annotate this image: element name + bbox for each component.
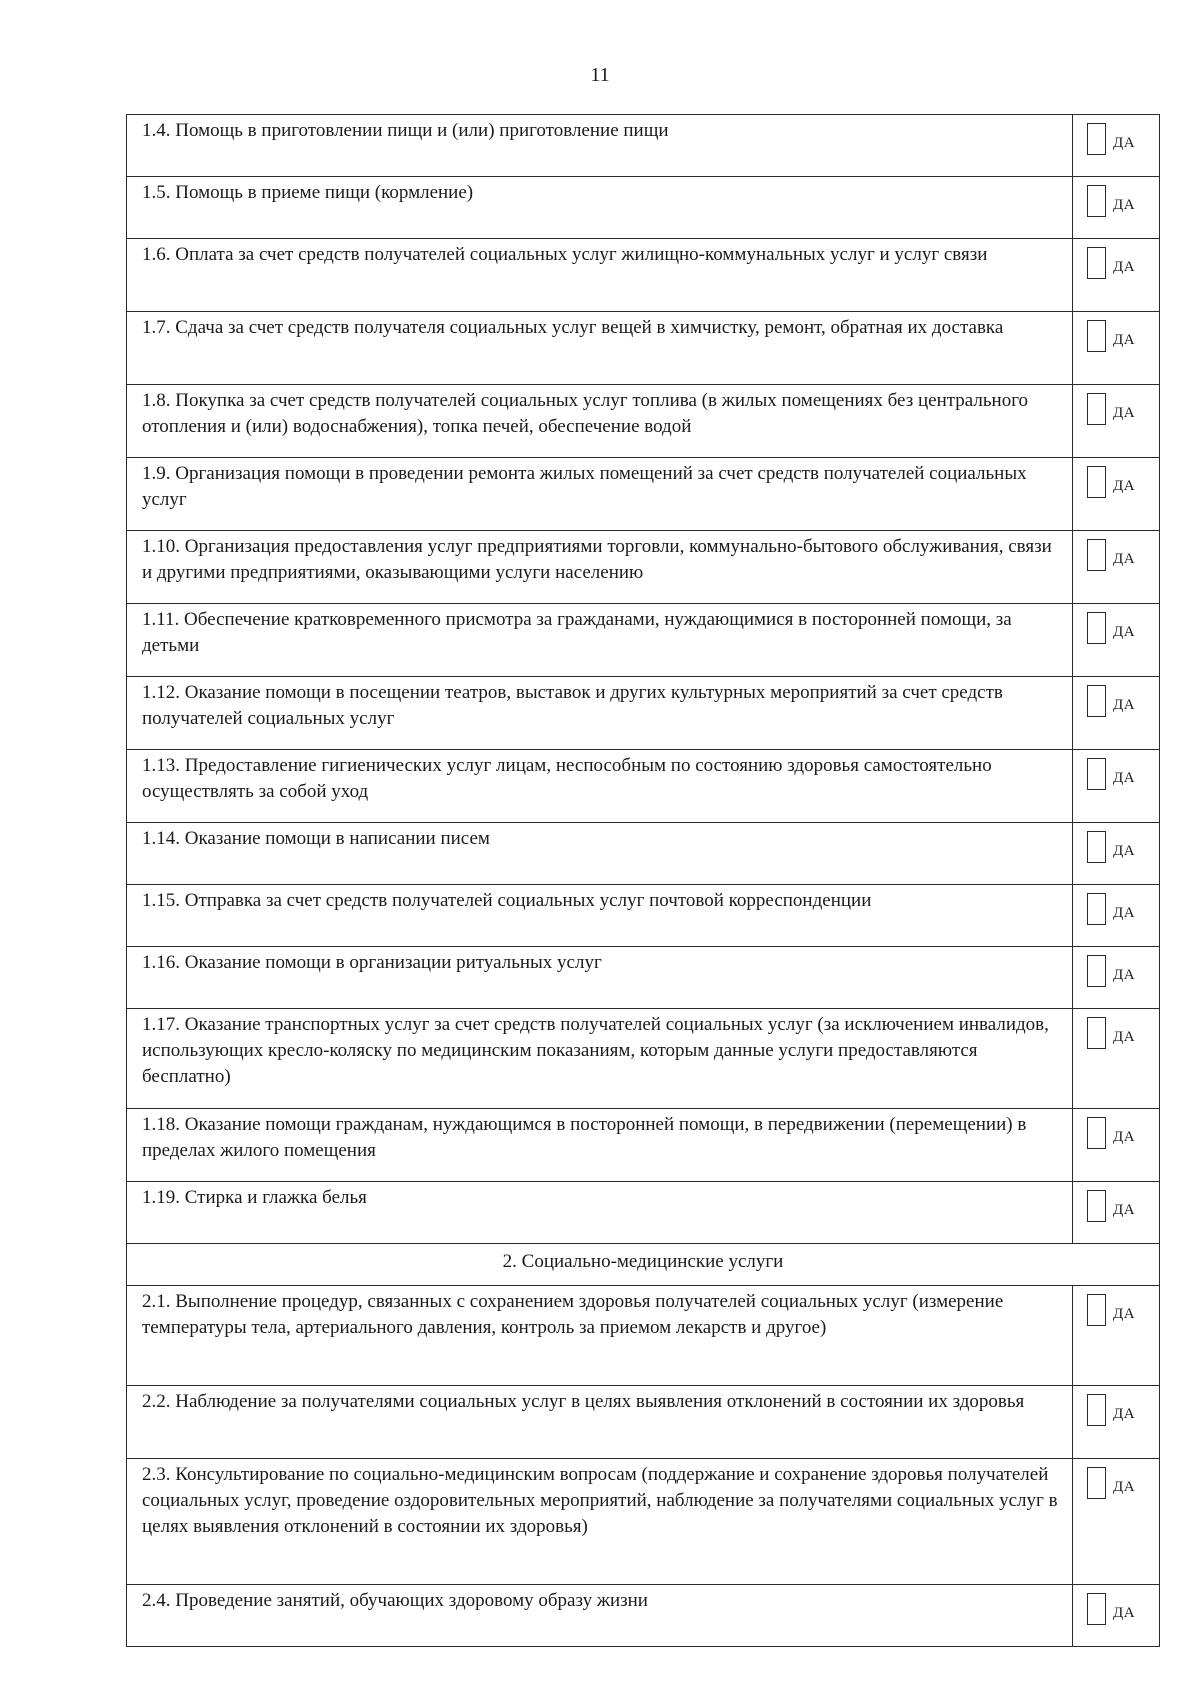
answer-cell (1073, 458, 1159, 530)
answer-cell (1073, 531, 1159, 603)
answer-cell (1073, 1585, 1159, 1646)
yes-label: ДА (1113, 259, 1136, 275)
service-description: 2.2. Наблюдение за получателями социальных услуг в целях выявления отклонений в состоянии их здоровья (127, 1386, 1073, 1458)
service-row (126, 312, 1160, 385)
service-row (126, 604, 1160, 677)
service-row (126, 677, 1160, 750)
answer-cell (1073, 177, 1159, 238)
service-row (126, 750, 1160, 823)
service-row (126, 385, 1160, 458)
answer-cell (1073, 823, 1159, 884)
yes-label: ДА (1113, 1202, 1136, 1218)
yes-checkbox[interactable] (1087, 320, 1106, 352)
answer-cell (1073, 1009, 1159, 1108)
yes-checkbox[interactable] (1087, 393, 1106, 425)
yes-checkbox[interactable] (1087, 1117, 1106, 1149)
yes-label: ДА (1113, 1129, 1136, 1145)
yes-checkbox[interactable] (1087, 1190, 1106, 1222)
yes-label: ДА (1113, 905, 1136, 921)
answer-cell (1073, 1182, 1159, 1243)
service-description: 1.18. Оказание помощи гражданам, нуждающимся в посторонней помощи, в передвижении (перемещении) в пределах жилого помещения (127, 1109, 1073, 1181)
service-row (126, 239, 1160, 312)
service-description: 2.4. Проведение занятий, обучающих здоровому образу жизни (127, 1585, 1073, 1646)
service-description: 1.6. Оплата за счет средств получателей социальных услуг жилищно-коммунальных услуг и услуг связи (127, 239, 1073, 311)
yes-label: ДА (1113, 1306, 1136, 1322)
yes-checkbox[interactable] (1087, 1017, 1106, 1049)
yes-label: ДА (1113, 405, 1136, 421)
answer-cell (1073, 947, 1159, 1008)
answer-cell (1073, 1459, 1159, 1584)
service-description: 2.1. Выполнение процедур, связанных с сохранением здоровья получателей социальных услуг (измерение температуры тела, артериального давления, контроль за приемом лекарств и другое) (127, 1286, 1073, 1385)
page-number: 11 (590, 64, 610, 86)
yes-label: ДА (1113, 967, 1136, 983)
yes-label: ДА (1113, 1479, 1136, 1495)
service-row (126, 1386, 1160, 1459)
yes-label: ДА (1113, 332, 1136, 348)
answer-cell (1073, 1286, 1159, 1385)
service-description: 1.17. Оказание транспортных услуг за счет средств получателей социальных услуг (за исключением инвалидов, использующих кресло-коляску по медицинским показаниям, которым данные услуги предоставляются бесплатно) (127, 1009, 1073, 1108)
yes-checkbox[interactable] (1087, 247, 1106, 279)
yes-checkbox[interactable] (1087, 1294, 1106, 1326)
services-form (126, 114, 1160, 1647)
yes-label: ДА (1113, 1029, 1136, 1045)
answer-cell (1073, 604, 1159, 676)
service-row (126, 177, 1160, 239)
service-row (126, 115, 1160, 177)
yes-checkbox[interactable] (1087, 955, 1106, 987)
group-household-services (126, 115, 1160, 1244)
service-description: 1.10. Организация предоставления услуг предприятиями торговли, коммунально-бытового обслуживания, связи и другими предприятиями, оказывающими услуги населению (127, 531, 1073, 603)
answer-cell (1073, 312, 1159, 384)
service-description: 1.19. Стирка и глажка белья (127, 1182, 1073, 1243)
yes-checkbox[interactable] (1087, 539, 1106, 571)
service-description: 1.12. Оказание помощи в посещении театров, выставок и других культурных мероприятий за счет средств получателей социальных услуг (127, 677, 1073, 749)
yes-label: ДА (1113, 1406, 1136, 1422)
yes-checkbox[interactable] (1087, 612, 1106, 644)
service-description: 1.16. Оказание помощи в организации ритуальных услуг (127, 947, 1073, 1008)
yes-label: ДА (1113, 624, 1136, 640)
service-description: 1.11. Обеспечение кратковременного присмотра за гражданами, нуждающимися в посторонней помощи, за детьми (127, 604, 1073, 676)
service-description: 2.3. Консультирование по социально-медицинским вопросам (поддержание и сохранение здоровья получателей социальных услуг, проведение оздоровительных мероприятий, наблюдение за получателями социальных услуг в целях выявления отклонений в состоянии их здоровья) (127, 1459, 1073, 1584)
service-row (126, 531, 1160, 604)
service-row (126, 1182, 1160, 1244)
group-medical-services (126, 1286, 1160, 1647)
service-description: 1.15. Отправка за счет средств получателей социальных услуг почтовой корреспонденции (127, 885, 1073, 946)
yes-checkbox[interactable] (1087, 831, 1106, 863)
service-description: 1.4. Помощь в приготовлении пищи и (или) приготовление пищи (127, 115, 1073, 176)
answer-cell (1073, 677, 1159, 749)
service-row (126, 1585, 1160, 1647)
yes-checkbox[interactable] (1087, 185, 1106, 217)
yes-checkbox[interactable] (1087, 1394, 1106, 1426)
yes-label: ДА (1113, 697, 1136, 713)
service-description: 1.14. Оказание помощи в написании писем (127, 823, 1073, 884)
yes-checkbox[interactable] (1087, 123, 1106, 155)
service-row (126, 823, 1160, 885)
yes-label: ДА (1113, 843, 1136, 859)
yes-label: ДА (1113, 478, 1136, 494)
yes-label: ДА (1113, 197, 1136, 213)
yes-checkbox[interactable] (1087, 1467, 1106, 1499)
answer-cell (1073, 385, 1159, 457)
yes-checkbox[interactable] (1087, 758, 1106, 790)
service-description: 1.13. Предоставление гигиенических услуг лицам, неспособным по состоянию здоровья самостоятельно осуществлять за собой уход (127, 750, 1073, 822)
answer-cell (1073, 1109, 1159, 1181)
service-row (126, 1459, 1160, 1585)
section-heading: 2. Социально-медицинские услуги (126, 1244, 1160, 1286)
yes-label: ДА (1113, 1605, 1136, 1621)
yes-checkbox[interactable] (1087, 685, 1106, 717)
yes-checkbox[interactable] (1087, 466, 1106, 498)
answer-cell (1073, 115, 1159, 176)
service-row (126, 458, 1160, 531)
service-row (126, 947, 1160, 1009)
service-description: 1.5. Помощь в приеме пищи (кормление) (127, 177, 1073, 238)
service-description: 1.9. Организация помощи в проведении ремонта жилых помещений за счет средств получателей социальных услуг (127, 458, 1073, 530)
service-row (126, 1109, 1160, 1182)
service-row (126, 1009, 1160, 1109)
yes-checkbox[interactable] (1087, 893, 1106, 925)
service-description: 1.8. Покупка за счет средств получателей социальных услуг топлива (в жилых помещениях без центрального отопления и (или) водоснабжения), топка печей, обеспечение водой (127, 385, 1073, 457)
service-row (126, 885, 1160, 947)
service-description: 1.7. Сдача за счет средств получателя социальных услуг вещей в химчистку, ремонт, обратная их доставка (127, 312, 1073, 384)
service-row (126, 1286, 1160, 1386)
answer-cell (1073, 239, 1159, 311)
answer-cell (1073, 885, 1159, 946)
yes-label: ДА (1113, 551, 1136, 567)
answer-cell (1073, 1386, 1159, 1458)
yes-checkbox[interactable] (1087, 1593, 1106, 1625)
answer-cell (1073, 750, 1159, 822)
yes-label: ДА (1113, 770, 1136, 786)
yes-label: ДА (1113, 135, 1136, 151)
